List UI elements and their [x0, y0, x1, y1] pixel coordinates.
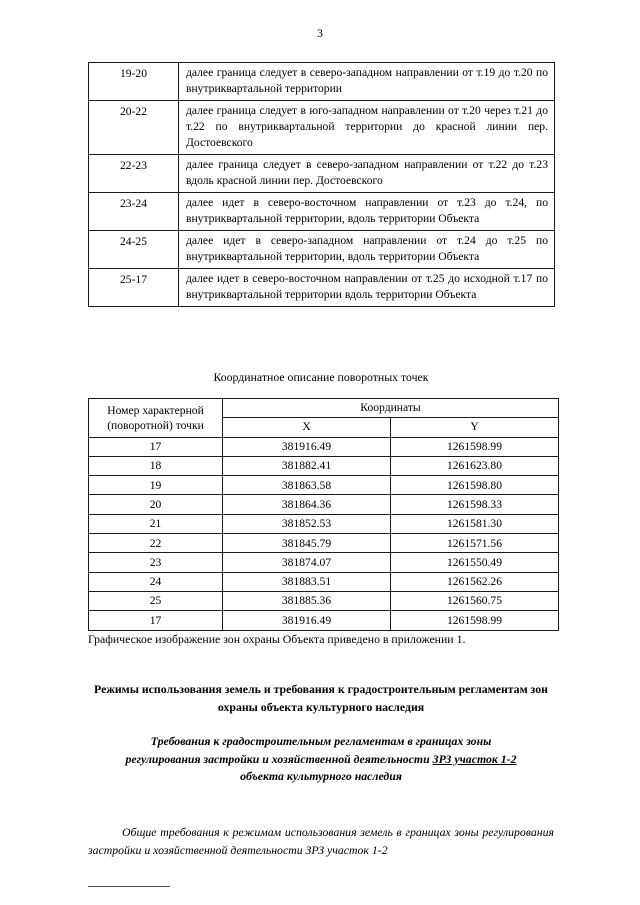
- coordinate-y: 1261581.30: [391, 514, 559, 533]
- header-coordinates: Координаты: [223, 399, 559, 418]
- point-number: 22: [89, 534, 223, 553]
- requirements-heading-line3: объекта культурного наследия: [240, 769, 402, 784]
- coordinate-x: 381852.53: [223, 514, 391, 533]
- coordinate-y: 1261571.56: [391, 534, 559, 553]
- segment-id: 20-22: [89, 100, 179, 154]
- coordinate-x: 381916.49: [223, 611, 391, 630]
- segment-id: 24-25: [89, 230, 179, 268]
- table-header-row: [89, 399, 559, 418]
- segment-description: далее идет в северо-западном направлении от т.24 до т.25 по внутриквартальной территории, вдоль территории Объекта: [179, 230, 555, 268]
- point-number: 24: [89, 572, 223, 591]
- header-point-number: Номер характерной (поворотной) точки: [89, 399, 223, 438]
- coordinate-x: 381874.07: [223, 553, 391, 572]
- segment-id: 22-23: [89, 154, 179, 192]
- general-requirements-note: Общие требования к режимам использования земель в границах зоны регулирования застройки и хозяйственной деятельности ЗРЗ участок 1-2: [88, 825, 554, 857]
- coordinate-y: 1261598.33: [391, 495, 559, 514]
- segment-description: далее идет в северо-восточном направлении от т.23 до т.24, по внутриквартальной территории, вдоль территории Объекта: [179, 192, 555, 230]
- point-number: 20: [89, 495, 223, 514]
- segment-description: далее граница следует в юго-западном направлении от т.20 через т.21 до т.22 по внутриквартальной территории до красной линии пер. Достоевского: [179, 100, 555, 154]
- page-number: 3: [317, 28, 323, 40]
- table-row: [89, 495, 559, 514]
- table-row: [89, 63, 555, 101]
- coordinate-y: 1261560.75: [391, 591, 559, 610]
- point-number: 17: [89, 611, 223, 630]
- coordinate-x: 381864.36: [223, 495, 391, 514]
- coordinate-y: 1261550.49: [391, 553, 559, 572]
- table-row: [89, 100, 555, 154]
- coordinate-x: 381845.79: [223, 534, 391, 553]
- requirements-heading-line1: Требования к градостроительным регламентам в границах зоны: [150, 734, 492, 748]
- segment-description: далее граница следует в северо-западном направлении от т.22 до т.23 вдоль красной линии пер. Достоевского: [179, 154, 555, 192]
- segment-id: 23-24: [89, 192, 179, 230]
- coordinate-y: 1261598.99: [391, 437, 559, 456]
- coordinates-table-caption: Координатное описание поворотных точек: [213, 370, 429, 384]
- table-row: [89, 553, 559, 572]
- appendix-note: Графическое изображение зон охраны Объекта приведено в приложении 1.: [88, 632, 466, 646]
- table-row: [89, 456, 559, 475]
- coordinate-x: 381882.41: [223, 456, 391, 475]
- segment-description: далее идет в северо-восточном направлении от т.25 до исходной т.17 по внутриквартальной территории вдоль территории Объекта: [179, 268, 555, 306]
- coordinate-x: 381916.49: [223, 437, 391, 456]
- coordinate-y: 1261598.80: [391, 476, 559, 495]
- point-number: 23: [89, 553, 223, 572]
- segment-id: 25-17: [89, 268, 179, 306]
- requirements-heading: [88, 733, 554, 786]
- point-number: 25: [89, 591, 223, 610]
- requirements-heading-zone-label: ЗРЗ участок 1-2: [432, 751, 517, 766]
- coordinate-x: 381885.36: [223, 591, 391, 610]
- coordinate-x: 381863.58: [223, 476, 391, 495]
- regimes-heading: Режимы использования земель и требования к градостроительным регламентам зон охраны объекта культурного наследия: [94, 682, 548, 715]
- header-y: Y: [391, 418, 559, 437]
- table-row: [89, 591, 559, 610]
- point-number: 19: [89, 476, 223, 495]
- table-row: [89, 611, 559, 630]
- table-row: [89, 154, 555, 192]
- coordinate-y: 1261562.26: [391, 572, 559, 591]
- table-row: [89, 268, 555, 306]
- coordinates-table: [88, 398, 559, 631]
- point-number: 17: [89, 437, 223, 456]
- coordinate-y: 1261598.99: [391, 611, 559, 630]
- point-number: 18: [89, 456, 223, 475]
- footnote-separator: [88, 886, 170, 887]
- coordinate-x: 381883.51: [223, 572, 391, 591]
- table-row: [89, 534, 559, 553]
- boundary-segments-table: [88, 62, 555, 307]
- table-row: [89, 437, 559, 456]
- table-row: [89, 514, 559, 533]
- header-x: X: [223, 418, 391, 437]
- point-number: 21: [89, 514, 223, 533]
- table-row: [89, 192, 555, 230]
- segment-id: 19-20: [89, 63, 179, 101]
- segment-description: далее граница следует в северо-западном направлении от т.19 до т.20 по внутриквартальной территории: [179, 63, 555, 101]
- coordinate-y: 1261623.80: [391, 456, 559, 475]
- requirements-heading-line2-prefix: регулирования застройки и хозяйственной деятельности: [125, 751, 433, 766]
- table-row: [89, 230, 555, 268]
- table-row: [89, 572, 559, 591]
- table-row: [89, 476, 559, 495]
